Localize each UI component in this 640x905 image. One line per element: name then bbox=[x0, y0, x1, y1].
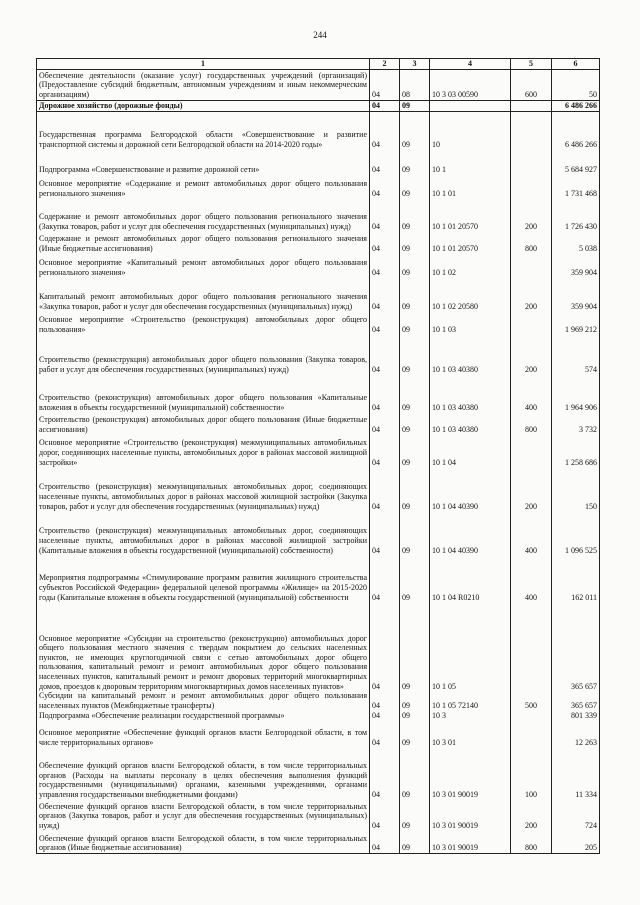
amount-value: 1 258 686 bbox=[552, 434, 600, 467]
section-code: 04 bbox=[370, 334, 400, 374]
expense-type-code bbox=[511, 710, 552, 720]
section-code: 04 bbox=[370, 799, 400, 830]
target-article-code: 10 1 02 20580 bbox=[430, 277, 511, 311]
table-row bbox=[37, 747, 600, 799]
target-article-code: 10 1 bbox=[430, 149, 511, 174]
section-code: 04 bbox=[370, 467, 400, 511]
section-code: 04 bbox=[370, 149, 400, 174]
section-code: 04 bbox=[370, 111, 400, 149]
target-article-code: 10 3 01 90019 bbox=[430, 830, 511, 853]
row-description: Строительство (реконструкция) межмуниципальных автомобильных дорог, соединяющих населенные пункты, автомобильных дорог в районах массовой жилищной застройки (Закупка товаров, работ и услуг для обеспечения государственных (муниципальных) нужд) bbox=[37, 467, 370, 511]
section-code: 04 bbox=[370, 253, 400, 277]
amount-value: 365 657 bbox=[552, 602, 600, 691]
table-header-row bbox=[37, 59, 600, 70]
row-description: Основное мероприятие «Содержание и ремонт автомобильных дорог общего пользования регионального значения» bbox=[37, 174, 370, 198]
table-row bbox=[37, 830, 600, 853]
amount-value: 11 334 bbox=[552, 747, 600, 799]
subsection-code: 09 bbox=[400, 799, 430, 830]
amount-value: 12 263 bbox=[552, 720, 600, 747]
row-description: Строительство (реконструкция) автомобильных дорог общего пользования (Иные бюджетные ассигнования) bbox=[37, 412, 370, 434]
section-code: 04 bbox=[370, 710, 400, 720]
target-article-code: 10 3 03 00590 bbox=[430, 69, 511, 100]
target-article-code: 10 1 03 40380 bbox=[430, 412, 511, 434]
subsection-code: 09 bbox=[400, 111, 430, 149]
section-code: 04 bbox=[370, 434, 400, 467]
row-description: Государственная программа Белгородской области «Совершенствование и развитие транспортной системы и дорожной сети Белгородской области на 2014-2020 годы» bbox=[37, 111, 370, 149]
row-description: Обеспечение функций органов власти Белгородской области, в том числе территориальных органов (Закупка товаров, работ и услуг для обеспечения государственных (муниципальных) нужд) bbox=[37, 799, 370, 830]
table-body bbox=[37, 69, 600, 853]
target-article-code: 10 3 bbox=[430, 710, 511, 720]
amount-value: 1 969 212 bbox=[552, 311, 600, 334]
table-row bbox=[37, 149, 600, 174]
expense-type-code bbox=[511, 149, 552, 174]
target-article-code: 10 1 03 40380 bbox=[430, 334, 511, 374]
expense-type-code bbox=[511, 720, 552, 747]
table-row bbox=[37, 334, 600, 374]
target-article-code: 10 1 03 40380 bbox=[430, 374, 511, 412]
table-row bbox=[37, 111, 600, 149]
subsection-code: 09 bbox=[400, 253, 430, 277]
subsection-code: 09 bbox=[400, 100, 430, 111]
amount-value: 1 096 525 bbox=[552, 511, 600, 555]
expense-type-code bbox=[511, 602, 552, 691]
table-row bbox=[37, 602, 600, 691]
table-row bbox=[37, 231, 600, 253]
table-row bbox=[37, 710, 600, 720]
subsection-code: 09 bbox=[400, 747, 430, 799]
row-description: Основное мероприятие «Субсидии на строительство (реконструкцию) автомобильных дорог общего пользования местного значения с твердым покрытием до сельских населенных пунктов, не имеющих круглогодичной связи с сетью автомобильных дорог общего пользования, капитальный ремонт и ремонт автомобильных дорог общего пользования населенных пунктов, капитальный ремонт и ремонт дворовых территорий многоквартирных домов, проездов к дворовым территориям многоквартирных домов населенных пунктов» bbox=[37, 602, 370, 691]
expense-type-code: 200 bbox=[511, 334, 552, 374]
expense-type-code: 200 bbox=[511, 198, 552, 231]
amount-value: 1 964 906 bbox=[552, 374, 600, 412]
subsection-code: 09 bbox=[400, 174, 430, 198]
target-article-code: 10 3 01 90019 bbox=[430, 799, 511, 830]
table-row bbox=[37, 69, 600, 100]
expense-type-code: 200 bbox=[511, 799, 552, 830]
subsection-code: 08 bbox=[400, 69, 430, 100]
row-description: Содержание и ремонт автомобильных дорог общего пользования регионального значения (Закупка товаров, работ и услуг для обеспечения государственных (муниципальных) нужд) bbox=[37, 198, 370, 231]
subsection-code: 09 bbox=[400, 511, 430, 555]
table-row bbox=[37, 691, 600, 710]
budget-table bbox=[36, 58, 600, 854]
target-article-code: 10 1 04 bbox=[430, 434, 511, 467]
target-article-code: 10 1 04 40390 bbox=[430, 467, 511, 511]
expense-type-code bbox=[511, 253, 552, 277]
section-code: 04 bbox=[370, 277, 400, 311]
table-row bbox=[37, 467, 600, 511]
row-description: Дорожное хозяйство (дорожные фонды) bbox=[37, 100, 370, 111]
expense-type-code: 800 bbox=[511, 412, 552, 434]
amount-value: 574 bbox=[552, 334, 600, 374]
subsection-code: 09 bbox=[400, 555, 430, 602]
target-article-code: 10 1 01 20570 bbox=[430, 231, 511, 253]
expense-type-code: 100 bbox=[511, 747, 552, 799]
column-header: 4 bbox=[430, 59, 511, 70]
table-row bbox=[37, 412, 600, 434]
expense-type-code: 500 bbox=[511, 691, 552, 710]
target-article-code: 10 1 02 bbox=[430, 253, 511, 277]
target-article-code: 10 1 01 bbox=[430, 174, 511, 198]
column-header: 1 bbox=[37, 59, 370, 70]
amount-value: 162 011 bbox=[552, 555, 600, 602]
table-row bbox=[37, 174, 600, 198]
expense-type-code: 400 bbox=[511, 511, 552, 555]
amount-value: 6 486 266 bbox=[552, 100, 600, 111]
target-article-code: 10 1 01 20570 bbox=[430, 198, 511, 231]
table-row bbox=[37, 555, 600, 602]
section-code: 04 bbox=[370, 747, 400, 799]
subsection-code: 09 bbox=[400, 374, 430, 412]
row-description: Основное мероприятие «Обеспечение функций органов власти Белгородской области, в том числе территориальных органов» bbox=[37, 720, 370, 747]
target-article-code: 10 1 05 bbox=[430, 602, 511, 691]
subsection-code: 09 bbox=[400, 149, 430, 174]
expense-type-code: 200 bbox=[511, 467, 552, 511]
table-row bbox=[37, 100, 600, 111]
row-description: Обеспечение функций органов власти Белгородской области, в том числе территориальных органов (Расходы на выплаты персоналу в целях обеспечения выполнения функций государственными (муниципальными) органами, казенными учреждениями, органами управления государственными внебюджетными фондами) bbox=[37, 747, 370, 799]
amount-value: 359 904 bbox=[552, 253, 600, 277]
section-code: 04 bbox=[370, 602, 400, 691]
table-row bbox=[37, 198, 600, 231]
amount-value: 724 bbox=[552, 799, 600, 830]
column-header: 2 bbox=[370, 59, 400, 70]
section-code: 04 bbox=[370, 231, 400, 253]
section-code: 04 bbox=[370, 830, 400, 853]
target-article-code: 10 1 04 R0210 bbox=[430, 555, 511, 602]
row-description: Обеспечение функций органов власти Белгородской области, в том числе территориальных органов (Иные бюджетные ассигнования) bbox=[37, 830, 370, 853]
subsection-code: 09 bbox=[400, 198, 430, 231]
section-code: 04 bbox=[370, 720, 400, 747]
target-article-code: 10 bbox=[430, 111, 511, 149]
table-row bbox=[37, 374, 600, 412]
row-description: Обеспечение деятельности (оказание услуг) государственных учреждений (организаций) (Предоставление субсидий бюджетным, автономным учреждениям и иным некоммерческим организациям) bbox=[37, 69, 370, 100]
row-description: Подпрограмма «Совершенствование и развитие дорожной сети» bbox=[37, 149, 370, 174]
table-row bbox=[37, 511, 600, 555]
section-code: 04 bbox=[370, 691, 400, 710]
expense-type-code bbox=[511, 434, 552, 467]
column-header: 5 bbox=[511, 59, 552, 70]
expense-type-code: 600 bbox=[511, 69, 552, 100]
table-row bbox=[37, 799, 600, 830]
expense-type-code bbox=[511, 174, 552, 198]
row-description: Содержание и ремонт автомобильных дорог общего пользования регионального значения (Иные бюджетные ассигнования) bbox=[37, 231, 370, 253]
section-code: 04 bbox=[370, 174, 400, 198]
table-row bbox=[37, 434, 600, 467]
section-code: 04 bbox=[370, 198, 400, 231]
subsection-code: 09 bbox=[400, 434, 430, 467]
subsection-code: 09 bbox=[400, 710, 430, 720]
amount-value: 205 bbox=[552, 830, 600, 853]
row-description: Строительство (реконструкция) автомобильных дорог общего пользования (Закупка товаров, работ и услуг для обеспечения государственных (муниципальных) нужд) bbox=[37, 334, 370, 374]
table-row bbox=[37, 277, 600, 311]
row-description: Строительство (реконструкция) автомобильных дорог общего пользования «Капитальные вложения в объекты государственной (муниципальной) собственности» bbox=[37, 374, 370, 412]
row-description: Основное мероприятие «Капитальный ремонт автомобильных дорог общего пользования регионального значения» bbox=[37, 253, 370, 277]
section-code: 04 bbox=[370, 511, 400, 555]
amount-value: 359 904 bbox=[552, 277, 600, 311]
subsection-code: 09 bbox=[400, 830, 430, 853]
section-code: 04 bbox=[370, 412, 400, 434]
target-article-code: 10 1 03 bbox=[430, 311, 511, 334]
amount-value: 801 339 bbox=[552, 710, 600, 720]
table-row bbox=[37, 253, 600, 277]
expense-type-code bbox=[511, 100, 552, 111]
row-description: Субсидии на капитальный ремонт и ремонт автомобильных дорог общего пользования населенных пунктов (Межбюджетные трансферты) bbox=[37, 691, 370, 710]
subsection-code: 09 bbox=[400, 311, 430, 334]
subsection-code: 09 bbox=[400, 277, 430, 311]
expense-type-code: 800 bbox=[511, 830, 552, 853]
expense-type-code: 400 bbox=[511, 374, 552, 412]
row-description: Строительство (реконструкция) межмуниципальных автомобильных дорог, соединяющих населенные пункты, автомобильных дорог в районах массовой жилищной застройки (Капитальные вложения в объекты государственной (муниципальной) собственности) bbox=[37, 511, 370, 555]
expense-type-code: 200 bbox=[511, 277, 552, 311]
subsection-code: 09 bbox=[400, 720, 430, 747]
amount-value: 365 657 bbox=[552, 691, 600, 710]
target-article-code bbox=[430, 100, 511, 111]
subsection-code: 09 bbox=[400, 334, 430, 374]
subsection-code: 09 bbox=[400, 412, 430, 434]
page-number: 244 bbox=[313, 30, 327, 40]
amount-value: 3 732 bbox=[552, 412, 600, 434]
expense-type-code: 800 bbox=[511, 231, 552, 253]
amount-value: 1 726 430 bbox=[552, 198, 600, 231]
row-description: Подпрограмма «Обеспечение реализации государственной программы» bbox=[37, 710, 370, 720]
section-code: 04 bbox=[370, 374, 400, 412]
target-article-code: 10 3 01 90019 bbox=[430, 747, 511, 799]
amount-value: 1 731 468 bbox=[552, 174, 600, 198]
row-description: Капитальный ремонт автомобильных дорог общего пользования регионального значения «Закупка товаров, работ и услуг для обеспечения государственных (муниципальных) нужд) bbox=[37, 277, 370, 311]
target-article-code: 10 1 04 40390 bbox=[430, 511, 511, 555]
section-code: 04 bbox=[370, 555, 400, 602]
section-code: 04 bbox=[370, 311, 400, 334]
section-code: 04 bbox=[370, 100, 400, 111]
target-article-code: 10 1 05 72140 bbox=[430, 691, 511, 710]
subsection-code: 09 bbox=[400, 231, 430, 253]
subsection-code: 09 bbox=[400, 691, 430, 710]
column-header: 6 bbox=[552, 59, 600, 70]
expense-type-code bbox=[511, 111, 552, 149]
expense-type-code bbox=[511, 311, 552, 334]
row-description: Мероприятия подпрограммы «Стимулирование программ развития жилищного строительства субъектов Российской Федерации» федеральной целевой программы «Жилище» на 2015-2020 годы (Капитальные вложения в объекты государственной (муниципальной) собственности bbox=[37, 555, 370, 602]
table-row bbox=[37, 311, 600, 334]
table-row bbox=[37, 720, 600, 747]
expense-type-code: 400 bbox=[511, 555, 552, 602]
target-article-code: 10 3 01 bbox=[430, 720, 511, 747]
row-description: Основное мероприятие «Строительство (реконструкция) межмуниципальных автомобильных дорог, соединяющих населенные пункты, автомобильных дорог в районах массовой жилищной застройки» bbox=[37, 434, 370, 467]
amount-value: 5 038 bbox=[552, 231, 600, 253]
column-header: 3 bbox=[400, 59, 430, 70]
subsection-code: 09 bbox=[400, 602, 430, 691]
section-code: 04 bbox=[370, 69, 400, 100]
row-description: Основное мероприятие «Строительство (реконструкция) автомобильных дорог общего пользования» bbox=[37, 311, 370, 334]
amount-value: 50 bbox=[552, 69, 600, 100]
subsection-code: 09 bbox=[400, 467, 430, 511]
amount-value: 150 bbox=[552, 467, 600, 511]
amount-value: 6 486 266 bbox=[552, 111, 600, 149]
amount-value: 5 684 927 bbox=[552, 149, 600, 174]
